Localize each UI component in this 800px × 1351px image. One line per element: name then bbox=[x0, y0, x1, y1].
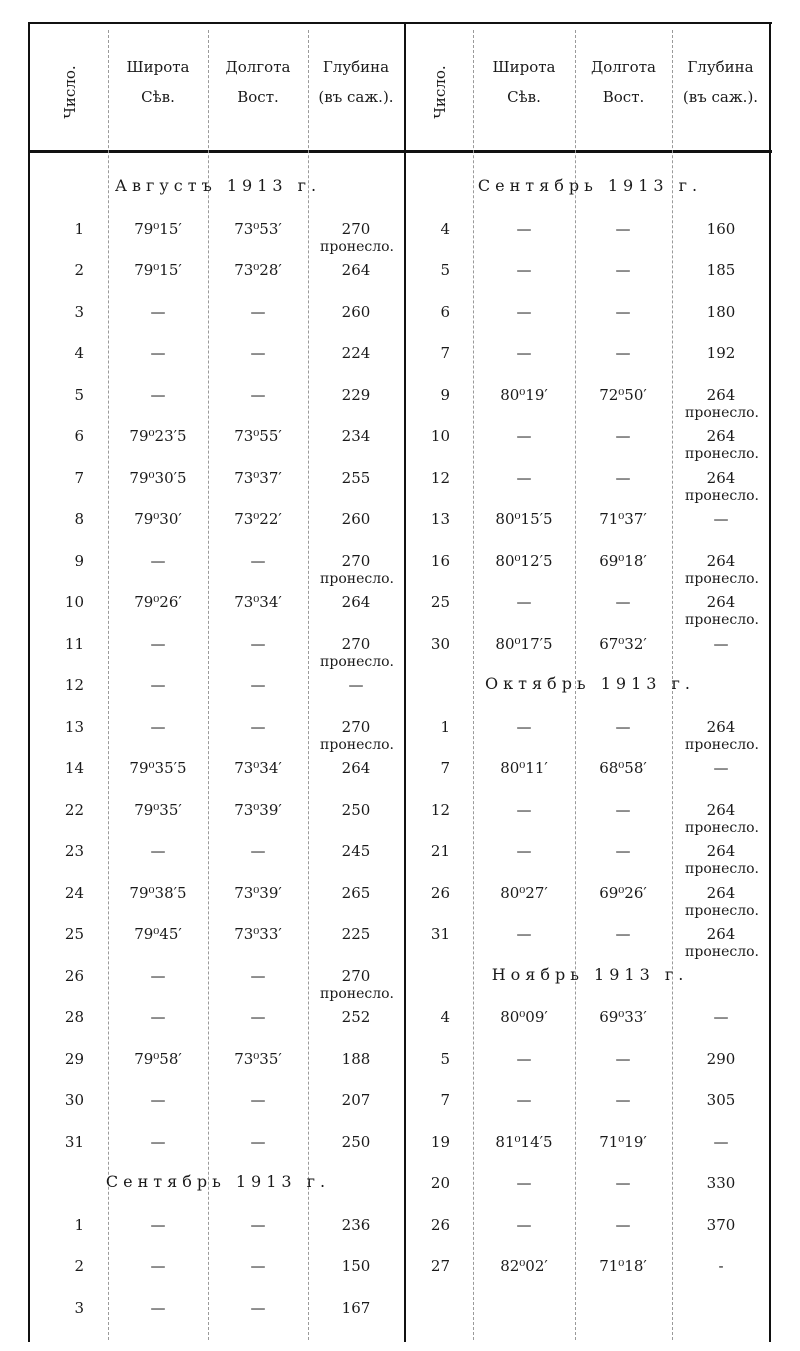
depth-cell: — bbox=[713, 759, 729, 777]
longitude-cell: — bbox=[615, 925, 631, 943]
depth-cell: 180 bbox=[706, 302, 736, 321]
latitude-cell: — bbox=[516, 1174, 532, 1192]
depth-cell: 224 bbox=[341, 344, 371, 362]
longitude-cell: — bbox=[615, 800, 631, 819]
day-cell: 9 bbox=[74, 551, 84, 570]
day-cell: 13 bbox=[430, 510, 450, 528]
center-divider bbox=[404, 22, 406, 1342]
latitude-cell: 79⁰38′5 bbox=[129, 883, 187, 902]
longitude-cell: — bbox=[250, 717, 266, 736]
longitude-cell: 71⁰37′ bbox=[599, 510, 647, 528]
latitude-cell: — bbox=[516, 219, 532, 238]
longitude-cell: 68⁰58′ bbox=[599, 759, 647, 777]
longitude-cell: — bbox=[250, 676, 266, 694]
header-lon-sub: Вост. bbox=[237, 88, 279, 106]
left-border bbox=[28, 22, 30, 1342]
depth-cell: 265 bbox=[341, 883, 371, 902]
depth-cell: 264 bbox=[706, 925, 736, 943]
longitude-cell: 69⁰26′ bbox=[599, 883, 647, 902]
day-cell: 12 bbox=[64, 676, 84, 694]
latitude-cell: 79⁰58′ bbox=[134, 1049, 182, 1068]
latitude-cell: — bbox=[516, 261, 532, 279]
longitude-cell: — bbox=[250, 385, 266, 404]
left-col-sep-3 bbox=[308, 30, 309, 1340]
day-cell: 25 bbox=[64, 925, 84, 943]
longitude-cell: 73⁰22′ bbox=[234, 510, 282, 528]
latitude-cell: — bbox=[150, 302, 166, 321]
day-cell: 23 bbox=[64, 842, 84, 860]
longitude-cell: 69⁰18′ bbox=[599, 551, 647, 570]
depth-cell: - bbox=[718, 1257, 724, 1275]
depth-cell: 270 bbox=[341, 966, 371, 985]
day-cell: 30 bbox=[430, 634, 450, 653]
header-lat-sub: Сѣв. bbox=[141, 88, 175, 106]
day-cell: 3 bbox=[74, 302, 84, 321]
depth-cell: 264 bbox=[341, 261, 371, 279]
left-col-sep-2 bbox=[208, 30, 209, 1340]
day-cell: 6 bbox=[74, 427, 84, 445]
longitude-cell: 73⁰34′ bbox=[234, 593, 282, 611]
depth-note: пронесло. bbox=[320, 570, 394, 587]
latitude-cell: — bbox=[150, 1008, 166, 1026]
depth-cell: 192 bbox=[706, 344, 736, 362]
day-cell: 27 bbox=[430, 1257, 450, 1275]
latitude-cell: 79⁰26′ bbox=[134, 593, 182, 611]
longitude-cell: — bbox=[250, 842, 266, 860]
day-cell: 12 bbox=[430, 468, 450, 487]
latitude-cell: — bbox=[516, 717, 532, 736]
longitude-cell: — bbox=[615, 593, 631, 611]
depth-note: пронесло. bbox=[685, 736, 759, 753]
day-cell: 1 bbox=[440, 717, 450, 736]
longitude-cell: 73⁰53′ bbox=[234, 219, 282, 238]
day-cell: 26 bbox=[430, 883, 450, 902]
depth-cell: 264 bbox=[706, 385, 736, 404]
day-cell: 13 bbox=[64, 717, 84, 736]
longitude-cell: — bbox=[615, 1174, 631, 1192]
depth-note: пронесло. bbox=[685, 612, 759, 628]
longitude-cell: — bbox=[615, 344, 631, 362]
depth-cell: 264 bbox=[706, 551, 736, 570]
longitude-cell: 73⁰37′ bbox=[234, 468, 282, 487]
depth-cell: 264 bbox=[706, 883, 736, 902]
depth-cell: 225 bbox=[341, 925, 371, 943]
latitude-cell: — bbox=[150, 676, 166, 694]
day-cell: 1 bbox=[74, 1215, 84, 1234]
longitude-cell: — bbox=[250, 1091, 266, 1109]
header-lon-left bbox=[208, 52, 308, 112]
day-cell: 11 bbox=[64, 634, 84, 653]
latitude-cell: 80⁰15′5 bbox=[495, 510, 553, 528]
depth-note: пронесло. bbox=[320, 985, 394, 1002]
depth-cell: 270 bbox=[341, 717, 371, 736]
latitude-cell: — bbox=[516, 427, 532, 445]
longitude-cell: — bbox=[250, 966, 266, 985]
day-cell: 10 bbox=[430, 427, 450, 445]
day-cell: 4 bbox=[440, 1008, 450, 1026]
latitude-cell: 81⁰14′5 bbox=[495, 1132, 553, 1151]
longitude-cell: — bbox=[250, 634, 266, 653]
depth-note: пронесло. bbox=[685, 446, 759, 462]
depth-cell: 264 bbox=[706, 842, 736, 860]
depth-cell: 305 bbox=[706, 1091, 736, 1109]
depth-cell: 236 bbox=[341, 1215, 371, 1234]
day-cell: 31 bbox=[430, 925, 450, 943]
longitude-cell: — bbox=[250, 1298, 266, 1317]
latitude-cell: 82⁰02′ bbox=[500, 1257, 548, 1275]
day-cell: 5 bbox=[440, 261, 450, 279]
month-heading: Октябрь 1913 г. bbox=[484, 674, 696, 693]
longitude-cell: — bbox=[615, 1215, 631, 1234]
depth-cell: 188 bbox=[341, 1049, 371, 1068]
day-cell: 4 bbox=[440, 219, 450, 238]
latitude-cell: — bbox=[516, 1215, 532, 1234]
depth-cell: 255 bbox=[341, 468, 371, 487]
longitude-cell: — bbox=[250, 344, 266, 362]
depth-note: пронесло. bbox=[320, 736, 394, 753]
depth-cell: 260 bbox=[341, 302, 371, 321]
depth-cell: — bbox=[713, 634, 729, 653]
header-depth-title: Глубина bbox=[687, 58, 754, 76]
longitude-cell: 73⁰33′ bbox=[234, 925, 282, 943]
depth-cell: 270 bbox=[341, 551, 371, 570]
latitude-cell: — bbox=[516, 593, 532, 611]
latitude-cell: 80⁰17′5 bbox=[495, 634, 553, 653]
latitude-cell: 79⁰30′5 bbox=[129, 468, 187, 487]
day-cell: 26 bbox=[64, 966, 84, 985]
right-col-sep-1 bbox=[473, 30, 474, 1340]
header-lat-title: Широта bbox=[126, 58, 190, 76]
longitude-cell: — bbox=[615, 1049, 631, 1068]
longitude-cell: 73⁰55′ bbox=[234, 427, 282, 445]
month-heading: Сентябрь 1913 г. bbox=[105, 1172, 331, 1191]
longitude-cell: — bbox=[615, 261, 631, 279]
month-heading: Сентябрь 1913 г. bbox=[477, 176, 703, 195]
longitude-cell: 71⁰19′ bbox=[599, 1132, 647, 1151]
day-cell: 7 bbox=[440, 759, 450, 777]
latitude-cell: — bbox=[516, 1091, 532, 1109]
top-rule bbox=[28, 22, 772, 24]
depth-cell: 207 bbox=[341, 1091, 371, 1109]
latitude-cell: — bbox=[150, 1257, 166, 1275]
longitude-cell: 69⁰33′ bbox=[599, 1008, 647, 1026]
day-cell: 19 bbox=[430, 1132, 450, 1151]
longitude-cell: — bbox=[615, 468, 631, 487]
day-cell: 7 bbox=[74, 468, 84, 487]
depth-cell: 245 bbox=[341, 842, 371, 860]
latitude-cell: 80⁰27′ bbox=[500, 883, 548, 902]
depth-cell: 370 bbox=[706, 1215, 736, 1234]
header-depth-sub: (въ саж.). bbox=[682, 88, 759, 106]
depth-cell: 264 bbox=[706, 468, 736, 487]
header-day-right: Число. bbox=[431, 65, 449, 119]
day-cell: 1 bbox=[74, 219, 84, 238]
depth-cell: 167 bbox=[341, 1298, 371, 1317]
longitude-cell: — bbox=[250, 551, 266, 570]
day-cell: 26 bbox=[430, 1215, 450, 1234]
longitude-cell: 73⁰39′ bbox=[234, 800, 282, 819]
depth-note: пронесло. bbox=[685, 902, 759, 919]
day-cell: 2 bbox=[74, 261, 84, 279]
latitude-cell: — bbox=[150, 385, 166, 404]
latitude-cell: 80⁰19′ bbox=[500, 385, 548, 404]
header-lat-sub: Сѣв. bbox=[507, 88, 541, 106]
depth-cell: 290 bbox=[706, 1049, 736, 1068]
latitude-cell: 80⁰09′ bbox=[500, 1008, 548, 1026]
latitude-cell: — bbox=[516, 344, 532, 362]
day-cell: 30 bbox=[64, 1091, 84, 1109]
day-cell: 6 bbox=[440, 302, 450, 321]
latitude-cell: 79⁰35′5 bbox=[129, 759, 187, 777]
depth-cell: 330 bbox=[706, 1174, 736, 1192]
day-cell: 12 bbox=[430, 800, 450, 819]
day-cell: 8 bbox=[74, 510, 84, 528]
day-cell: 14 bbox=[64, 759, 84, 777]
header-lat-title: Широта bbox=[492, 58, 556, 76]
depth-cell: 264 bbox=[706, 593, 736, 611]
depth-note: пронесло. bbox=[685, 404, 759, 421]
longitude-cell: — bbox=[250, 302, 266, 321]
header-depth-right bbox=[672, 52, 769, 112]
longitude-cell: 73⁰35′ bbox=[234, 1049, 282, 1068]
latitude-cell: 79⁰35′ bbox=[134, 800, 182, 819]
depth-cell: 264 bbox=[341, 759, 371, 777]
latitude-cell: — bbox=[150, 717, 166, 736]
day-cell: 5 bbox=[440, 1049, 450, 1068]
latitude-cell: 79⁰23′5 bbox=[129, 427, 187, 445]
month-heading: Ноябрь 1913 г. bbox=[491, 964, 689, 984]
latitude-cell: — bbox=[150, 551, 166, 570]
longitude-cell: — bbox=[250, 1008, 266, 1026]
latitude-cell: — bbox=[150, 1091, 166, 1109]
latitude-cell: — bbox=[516, 800, 532, 819]
header-lon-right bbox=[575, 52, 672, 112]
latitude-cell: — bbox=[516, 925, 532, 943]
depth-cell: 270 bbox=[341, 634, 371, 653]
depth-cell: 264 bbox=[341, 593, 371, 611]
latitude-cell: — bbox=[150, 1298, 166, 1317]
day-cell: 16 bbox=[430, 551, 450, 570]
longitude-cell: — bbox=[615, 842, 631, 860]
header-depth-sub: (въ саж.). bbox=[318, 88, 394, 106]
longitude-cell: — bbox=[250, 1132, 266, 1151]
month-heading: Августъ 1913 г. bbox=[114, 176, 322, 195]
header-lon-sub: Вост. bbox=[602, 88, 645, 106]
depth-cell: 250 bbox=[341, 1132, 371, 1151]
latitude-cell: 79⁰15′ bbox=[134, 219, 182, 238]
depth-cell: — bbox=[348, 676, 364, 694]
depth-note: пронесло. bbox=[685, 487, 759, 504]
latitude-cell: — bbox=[516, 468, 532, 487]
day-cell: 28 bbox=[64, 1008, 84, 1026]
latitude-cell: 79⁰45′ bbox=[134, 925, 182, 943]
day-cell: 29 bbox=[64, 1049, 84, 1068]
depth-cell: 264 bbox=[706, 717, 736, 736]
depth-note: пронесло. bbox=[685, 944, 759, 960]
header-depth-left bbox=[308, 52, 404, 112]
latitude-cell: — bbox=[150, 1132, 166, 1151]
depth-cell: 234 bbox=[341, 427, 371, 445]
depth-cell: 264 bbox=[706, 427, 736, 445]
depth-cell: 260 bbox=[341, 510, 371, 528]
depth-cell: 150 bbox=[341, 1257, 371, 1275]
header-lat-right bbox=[473, 52, 575, 112]
longitude-cell: — bbox=[615, 1091, 631, 1109]
depth-note: пронесло. bbox=[685, 819, 759, 836]
depth-cell: — bbox=[713, 1132, 729, 1151]
depth-cell: 185 bbox=[706, 261, 736, 279]
day-cell: 9 bbox=[440, 385, 450, 404]
longitude-cell: — bbox=[615, 717, 631, 736]
day-cell: 21 bbox=[430, 842, 450, 860]
depth-cell: 264 bbox=[706, 800, 736, 819]
latitude-cell: — bbox=[516, 842, 532, 860]
latitude-cell: — bbox=[150, 842, 166, 860]
depth-cell: 252 bbox=[341, 1008, 371, 1026]
latitude-cell: — bbox=[150, 966, 166, 985]
depth-note: пронесло. bbox=[320, 653, 394, 670]
longitude-cell: 71⁰18′ bbox=[599, 1257, 647, 1275]
depth-cell: 229 bbox=[341, 385, 371, 404]
latitude-cell: 79⁰30′ bbox=[134, 510, 182, 528]
header-rule bbox=[28, 150, 772, 153]
longitude-cell: — bbox=[250, 1215, 266, 1234]
longitude-cell: 73⁰28′ bbox=[234, 261, 282, 279]
longitude-cell: — bbox=[615, 427, 631, 445]
depth-cell: 160 bbox=[706, 219, 736, 238]
day-cell: 20 bbox=[430, 1174, 450, 1192]
header-lat-left bbox=[108, 52, 208, 112]
depth-note: пронесло. bbox=[685, 570, 759, 587]
longitude-cell: 72⁰50′ bbox=[599, 385, 647, 404]
latitude-cell: — bbox=[150, 634, 166, 653]
day-cell: 4 bbox=[74, 344, 84, 362]
day-cell: 7 bbox=[440, 1091, 450, 1109]
longitude-cell: — bbox=[250, 1257, 266, 1275]
left-col-sep-1 bbox=[108, 30, 109, 1340]
day-cell: 24 bbox=[64, 883, 84, 902]
header-depth-title: Глубина bbox=[322, 58, 390, 76]
day-cell: 3 bbox=[74, 1298, 84, 1317]
day-cell: 31 bbox=[64, 1132, 84, 1151]
latitude-cell: — bbox=[516, 302, 532, 321]
longitude-cell: 73⁰34′ bbox=[234, 759, 282, 777]
latitude-cell: — bbox=[150, 344, 166, 362]
depth-note: пронесло. bbox=[685, 861, 759, 877]
latitude-cell: — bbox=[150, 1215, 166, 1234]
latitude-cell: 80⁰12′5 bbox=[495, 551, 553, 570]
latitude-cell: — bbox=[516, 1049, 532, 1068]
header-lon-title: Долгота bbox=[225, 58, 291, 76]
header-day-left: Число. bbox=[61, 65, 79, 119]
day-cell: 5 bbox=[74, 385, 84, 404]
day-cell: 25 bbox=[430, 593, 450, 611]
header-lon-title: Долгота bbox=[591, 58, 656, 76]
longitude-cell: — bbox=[615, 302, 631, 321]
day-cell: 22 bbox=[64, 800, 84, 819]
latitude-cell: 79⁰15′ bbox=[134, 261, 182, 279]
depth-note: пронесло. bbox=[320, 238, 394, 255]
day-cell: 7 bbox=[440, 344, 450, 362]
latitude-cell: 80⁰11′ bbox=[500, 759, 548, 777]
longitude-cell: — bbox=[615, 219, 631, 238]
depth-cell: 270 bbox=[341, 219, 371, 238]
right-border bbox=[769, 22, 771, 1342]
depth-cell: — bbox=[713, 1008, 729, 1026]
day-cell: 2 bbox=[74, 1257, 84, 1275]
depth-cell: — bbox=[713, 510, 729, 528]
day-cell: 10 bbox=[64, 593, 84, 611]
longitude-cell: 73⁰39′ bbox=[234, 883, 282, 902]
longitude-cell: 67⁰32′ bbox=[599, 634, 647, 653]
depth-cell: 250 bbox=[341, 800, 371, 819]
